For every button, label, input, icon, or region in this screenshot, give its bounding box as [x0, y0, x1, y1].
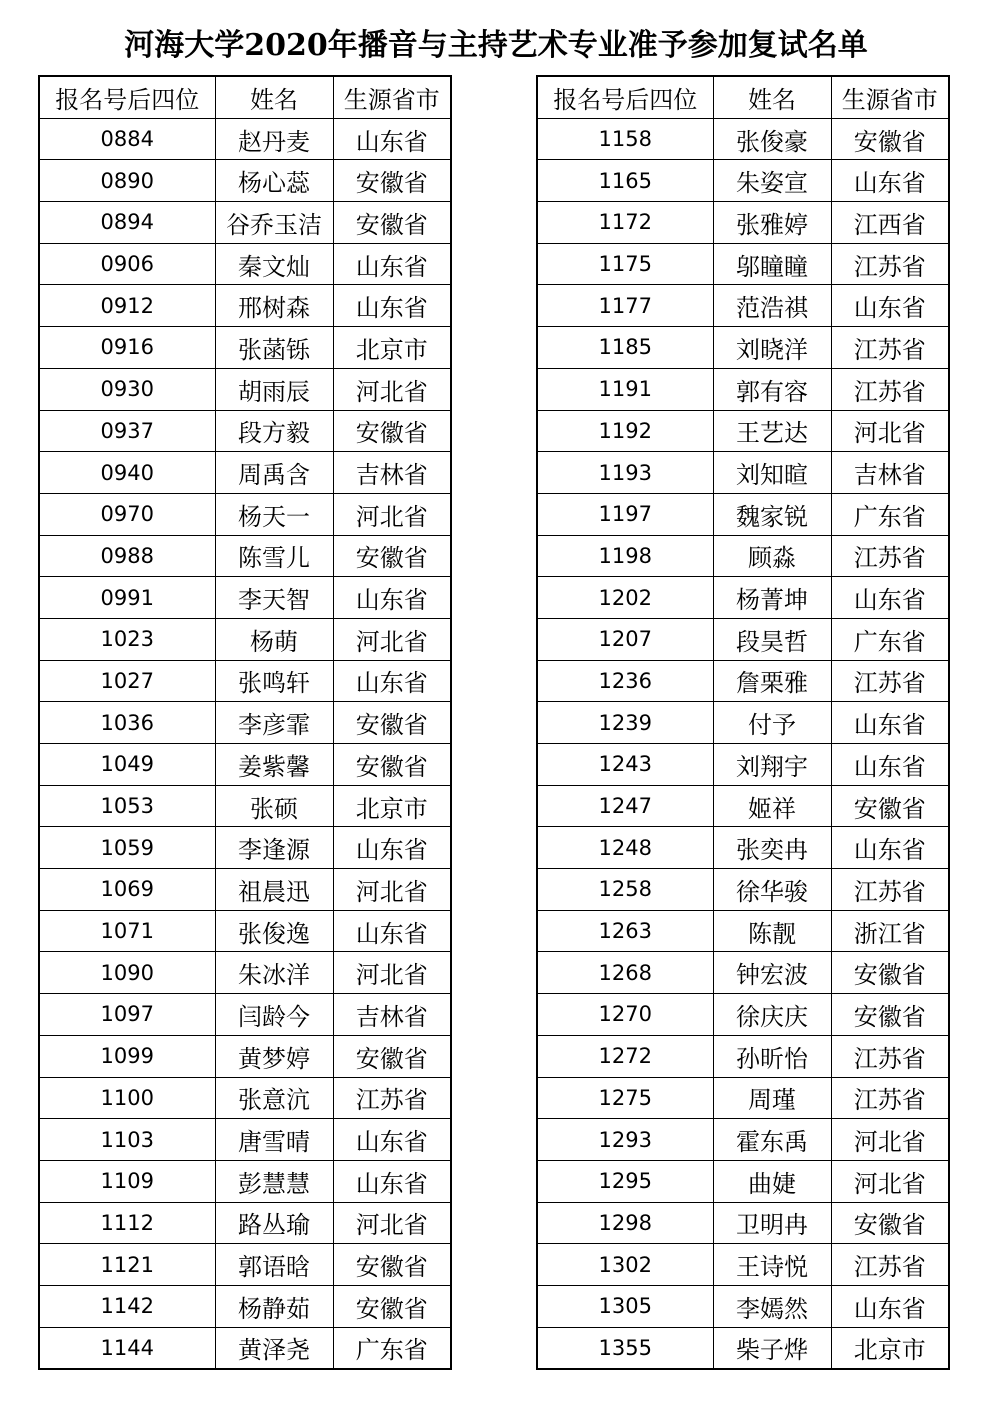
- cell-name: 张鸣轩: [215, 660, 333, 702]
- cell-id: 1142: [39, 1285, 215, 1327]
- cell-province: 吉林省: [333, 452, 451, 494]
- table-row: [39, 702, 451, 744]
- cell-id: 1144: [39, 1327, 215, 1369]
- cell-province: 江苏省: [333, 1077, 451, 1119]
- cell-province: 河北省: [333, 952, 451, 994]
- table-row: [537, 785, 949, 827]
- cell-name: 郭语晗: [215, 1244, 333, 1286]
- cell-id: 1185: [537, 327, 713, 369]
- table-row: [537, 1327, 949, 1369]
- table-row: [537, 577, 949, 619]
- cell-province: 吉林省: [831, 452, 949, 494]
- cell-id: 0916: [39, 327, 215, 369]
- cell-id: 1243: [537, 744, 713, 786]
- cell-province: 河北省: [333, 618, 451, 660]
- cell-name: 张雅婷: [713, 202, 831, 244]
- cell-province: 河北省: [333, 1202, 451, 1244]
- table-row: [537, 202, 949, 244]
- cell-name: 李天智: [215, 577, 333, 619]
- cell-province: 安徽省: [333, 1035, 451, 1077]
- table-row: [39, 869, 451, 911]
- cell-name: 谷乔玉洁: [215, 202, 333, 244]
- table-row: [39, 618, 451, 660]
- cell-id: 0988: [39, 535, 215, 577]
- header-id: 报名号后四位: [537, 76, 713, 118]
- cell-name: 刘晓洋: [713, 327, 831, 369]
- cell-province: 山东省: [831, 744, 949, 786]
- cell-name: 朱冰洋: [215, 952, 333, 994]
- cell-id: 1239: [537, 702, 713, 744]
- cell-id: 1236: [537, 660, 713, 702]
- cell-name: 彭慧慧: [215, 1160, 333, 1202]
- cell-name: 杨萌: [215, 618, 333, 660]
- cell-name: 赵丹麦: [215, 118, 333, 160]
- table-row: [39, 285, 451, 327]
- cell-province: 山东省: [831, 1285, 949, 1327]
- cell-id: 0930: [39, 368, 215, 410]
- cell-name: 杨菁坤: [713, 577, 831, 619]
- cell-id: 1258: [537, 869, 713, 911]
- cell-name: 张奕冉: [713, 827, 831, 869]
- cell-province: 河北省: [831, 1119, 949, 1161]
- cell-province: 广东省: [831, 618, 949, 660]
- cell-name: 王艺达: [713, 410, 831, 452]
- cell-province: 安徽省: [333, 1285, 451, 1327]
- table-row: [537, 1202, 949, 1244]
- table-row: [39, 452, 451, 494]
- cell-id: 1302: [537, 1244, 713, 1286]
- cell-id: 1023: [39, 618, 215, 660]
- cell-province: 安徽省: [831, 785, 949, 827]
- cell-province: 江苏省: [831, 660, 949, 702]
- cell-id: 1097: [39, 994, 215, 1036]
- cell-province: 安徽省: [333, 535, 451, 577]
- cell-id: 1121: [39, 1244, 215, 1286]
- table-row: [39, 660, 451, 702]
- page-title: 河海大学2020年播音与主持艺术专业准予参加复试名单: [124, 28, 868, 63]
- cell-id: 1053: [39, 785, 215, 827]
- table-row: [537, 869, 949, 911]
- cell-name: 李嫣然: [713, 1285, 831, 1327]
- cell-province: 河北省: [831, 1160, 949, 1202]
- cell-name: 邬瞳瞳: [713, 243, 831, 285]
- cell-name: 杨静茹: [215, 1285, 333, 1327]
- table-row: [537, 160, 949, 202]
- cell-province: 广东省: [333, 1327, 451, 1369]
- cell-id: 0940: [39, 452, 215, 494]
- cell-id: 1036: [39, 702, 215, 744]
- cell-name: 李逢源: [215, 827, 333, 869]
- table-row: [39, 1119, 451, 1161]
- cell-name: 姜紫馨: [215, 744, 333, 786]
- table-row: [537, 1160, 949, 1202]
- table-row: [537, 910, 949, 952]
- cell-id: 0906: [39, 243, 215, 285]
- cell-id: 1099: [39, 1035, 215, 1077]
- cell-province: 江西省: [831, 202, 949, 244]
- cell-name: 徐华骏: [713, 869, 831, 911]
- cell-province: 山东省: [333, 660, 451, 702]
- cell-name: 陈雪儿: [215, 535, 333, 577]
- table-row: [39, 1285, 451, 1327]
- cell-name: 付予: [713, 702, 831, 744]
- table-row: [537, 1285, 949, 1327]
- cell-id: 1192: [537, 410, 713, 452]
- cell-province: 安徽省: [333, 702, 451, 744]
- cell-id: 1293: [537, 1119, 713, 1161]
- table-row: [537, 1119, 949, 1161]
- table-row: [537, 952, 949, 994]
- cell-name: 顾淼: [713, 535, 831, 577]
- cell-id: 1275: [537, 1077, 713, 1119]
- cell-id: 0890: [39, 160, 215, 202]
- cell-name: 孙昕怡: [713, 1035, 831, 1077]
- cell-name: 魏家锐: [713, 493, 831, 535]
- cell-name: 柴子烨: [713, 1327, 831, 1369]
- cell-province: 安徽省: [333, 202, 451, 244]
- cell-name: 张硕: [215, 785, 333, 827]
- cell-id: 0894: [39, 202, 215, 244]
- table-row: [537, 1244, 949, 1286]
- table-row: [537, 410, 949, 452]
- table-row: [537, 1035, 949, 1077]
- table-row: [39, 785, 451, 827]
- cell-province: 江苏省: [831, 1244, 949, 1286]
- cell-id: 0937: [39, 410, 215, 452]
- table-row: [537, 285, 949, 327]
- cell-province: 江苏省: [831, 327, 949, 369]
- cell-province: 安徽省: [333, 410, 451, 452]
- cell-name: 钟宏波: [713, 952, 831, 994]
- header-province: 生源省市: [333, 76, 451, 118]
- cell-name: 张俊逸: [215, 910, 333, 952]
- header-id: 报名号后四位: [39, 76, 215, 118]
- cell-name: 张菡铄: [215, 327, 333, 369]
- cell-id: 1272: [537, 1035, 713, 1077]
- cell-name: 姬祥: [713, 785, 831, 827]
- cell-id: 1247: [537, 785, 713, 827]
- cell-name: 徐庆庆: [713, 994, 831, 1036]
- table-row: [39, 744, 451, 786]
- table-row: [537, 368, 949, 410]
- cell-name: 朱姿宣: [713, 160, 831, 202]
- cell-province: 河北省: [333, 368, 451, 410]
- roster-table-right: [536, 75, 950, 1370]
- cell-province: 河北省: [831, 410, 949, 452]
- table-row: [39, 577, 451, 619]
- cell-id: 1355: [537, 1327, 713, 1369]
- cell-province: 安徽省: [831, 118, 949, 160]
- table-row: [39, 827, 451, 869]
- table-row: [537, 327, 949, 369]
- cell-province: 江苏省: [831, 1077, 949, 1119]
- table-row: [39, 493, 451, 535]
- cell-name: 曲婕: [713, 1160, 831, 1202]
- cell-province: 山东省: [333, 118, 451, 160]
- table-row: [537, 744, 949, 786]
- table-row: [537, 702, 949, 744]
- cell-name: 李彦霏: [215, 702, 333, 744]
- table-row: [39, 368, 451, 410]
- cell-id: 1191: [537, 368, 713, 410]
- cell-province: 江苏省: [831, 535, 949, 577]
- cell-id: 1295: [537, 1160, 713, 1202]
- cell-id: 1207: [537, 618, 713, 660]
- cell-province: 山东省: [831, 577, 949, 619]
- cell-name: 黄泽尧: [215, 1327, 333, 1369]
- header-row: [39, 76, 451, 118]
- cell-province: 广东省: [831, 493, 949, 535]
- cell-name: 杨心蕊: [215, 160, 333, 202]
- cell-province: 吉林省: [333, 994, 451, 1036]
- cell-id: 1193: [537, 452, 713, 494]
- cell-province: 北京市: [333, 785, 451, 827]
- table-row: [39, 910, 451, 952]
- cell-province: 浙江省: [831, 910, 949, 952]
- cell-province: 江苏省: [831, 243, 949, 285]
- cell-name: 卫明冉: [713, 1202, 831, 1244]
- cell-id: 0991: [39, 577, 215, 619]
- cell-id: 1298: [537, 1202, 713, 1244]
- cell-name: 刘翔宇: [713, 744, 831, 786]
- cell-province: 山东省: [831, 702, 949, 744]
- cell-province: 安徽省: [831, 1202, 949, 1244]
- cell-name: 路丛瑜: [215, 1202, 333, 1244]
- cell-name: 陈靓: [713, 910, 831, 952]
- cell-id: 1263: [537, 910, 713, 952]
- cell-province: 江苏省: [831, 368, 949, 410]
- table-row: [39, 1160, 451, 1202]
- table-row: [537, 243, 949, 285]
- table-row: [39, 202, 451, 244]
- cell-name: 祖晨迅: [215, 869, 333, 911]
- cell-province: 河北省: [333, 869, 451, 911]
- cell-id: 1198: [537, 535, 713, 577]
- table-row: [537, 118, 949, 160]
- cell-id: 1305: [537, 1285, 713, 1327]
- cell-name: 张意沆: [215, 1077, 333, 1119]
- cell-province: 山东省: [831, 827, 949, 869]
- cell-name: 唐雪晴: [215, 1119, 333, 1161]
- cell-name: 詹栗雅: [713, 660, 831, 702]
- cell-province: 山东省: [333, 1160, 451, 1202]
- cell-province: 北京市: [333, 327, 451, 369]
- cell-province: 安徽省: [333, 1244, 451, 1286]
- cell-id: 1268: [537, 952, 713, 994]
- table-row: [39, 1202, 451, 1244]
- table-row: [537, 827, 949, 869]
- table-row: [537, 452, 949, 494]
- cell-name: 刘知暄: [713, 452, 831, 494]
- table-row: [39, 410, 451, 452]
- cell-province: 山东省: [831, 285, 949, 327]
- table-row: [39, 994, 451, 1036]
- cell-id: 1112: [39, 1202, 215, 1244]
- cell-id: 1172: [537, 202, 713, 244]
- cell-id: 1248: [537, 827, 713, 869]
- cell-name: 周禹含: [215, 452, 333, 494]
- table-row: [39, 327, 451, 369]
- cell-id: 0970: [39, 493, 215, 535]
- cell-province: 江苏省: [831, 869, 949, 911]
- cell-id: 1049: [39, 744, 215, 786]
- cell-name: 范浩祺: [713, 285, 831, 327]
- cell-name: 邢树森: [215, 285, 333, 327]
- table-row: [39, 535, 451, 577]
- table-row: [39, 952, 451, 994]
- cell-id: 0884: [39, 118, 215, 160]
- cell-id: 1059: [39, 827, 215, 869]
- cell-id: 1109: [39, 1160, 215, 1202]
- cell-province: 山东省: [333, 827, 451, 869]
- cell-id: 1071: [39, 910, 215, 952]
- cell-id: 1090: [39, 952, 215, 994]
- cell-province: 山东省: [333, 243, 451, 285]
- cell-name: 周瑾: [713, 1077, 831, 1119]
- table-row: [537, 618, 949, 660]
- cell-province: 北京市: [831, 1327, 949, 1369]
- cell-province: 山东省: [333, 285, 451, 327]
- cell-province: 山东省: [333, 1119, 451, 1161]
- table-row: [537, 493, 949, 535]
- table-row: [537, 660, 949, 702]
- cell-province: 山东省: [831, 160, 949, 202]
- cell-province: 安徽省: [333, 160, 451, 202]
- cell-id: 1100: [39, 1077, 215, 1119]
- cell-id: 1270: [537, 994, 713, 1036]
- cell-province: 山东省: [333, 910, 451, 952]
- cell-province: 江苏省: [831, 1035, 949, 1077]
- cell-id: 1069: [39, 869, 215, 911]
- cell-id: 1165: [537, 160, 713, 202]
- cell-name: 张俊豪: [713, 118, 831, 160]
- cell-id: 1202: [537, 577, 713, 619]
- cell-province: 河北省: [333, 493, 451, 535]
- cell-name: 王诗悦: [713, 1244, 831, 1286]
- table-row: [39, 1327, 451, 1369]
- table-row: [39, 1035, 451, 1077]
- cell-id: 1177: [537, 285, 713, 327]
- cell-province: 山东省: [333, 577, 451, 619]
- table-row: [537, 1077, 949, 1119]
- cell-province: 安徽省: [831, 994, 949, 1036]
- table-row: [537, 535, 949, 577]
- table-row: [39, 243, 451, 285]
- cell-id: 1158: [537, 118, 713, 160]
- table-row: [39, 1244, 451, 1286]
- cell-name: 郭有容: [713, 368, 831, 410]
- table-row: [39, 160, 451, 202]
- table-row: [39, 118, 451, 160]
- header-row: [537, 76, 949, 118]
- cell-id: 1197: [537, 493, 713, 535]
- header-name: 姓名: [713, 76, 831, 118]
- cell-id: 1175: [537, 243, 713, 285]
- cell-name: 黄梦婷: [215, 1035, 333, 1077]
- header-name: 姓名: [215, 76, 333, 118]
- cell-name: 霍东禹: [713, 1119, 831, 1161]
- cell-province: 安徽省: [333, 744, 451, 786]
- roster-table-left: [38, 75, 452, 1370]
- header-province: 生源省市: [831, 76, 949, 118]
- cell-name: 杨天一: [215, 493, 333, 535]
- table-row: [537, 994, 949, 1036]
- cell-province: 安徽省: [831, 952, 949, 994]
- cell-id: 1103: [39, 1119, 215, 1161]
- cell-name: 段昊哲: [713, 618, 831, 660]
- cell-name: 胡雨辰: [215, 368, 333, 410]
- cell-id: 1027: [39, 660, 215, 702]
- cell-name: 秦文灿: [215, 243, 333, 285]
- table-row: [39, 1077, 451, 1119]
- cell-id: 0912: [39, 285, 215, 327]
- cell-name: 闫龄今: [215, 994, 333, 1036]
- cell-name: 段方毅: [215, 410, 333, 452]
